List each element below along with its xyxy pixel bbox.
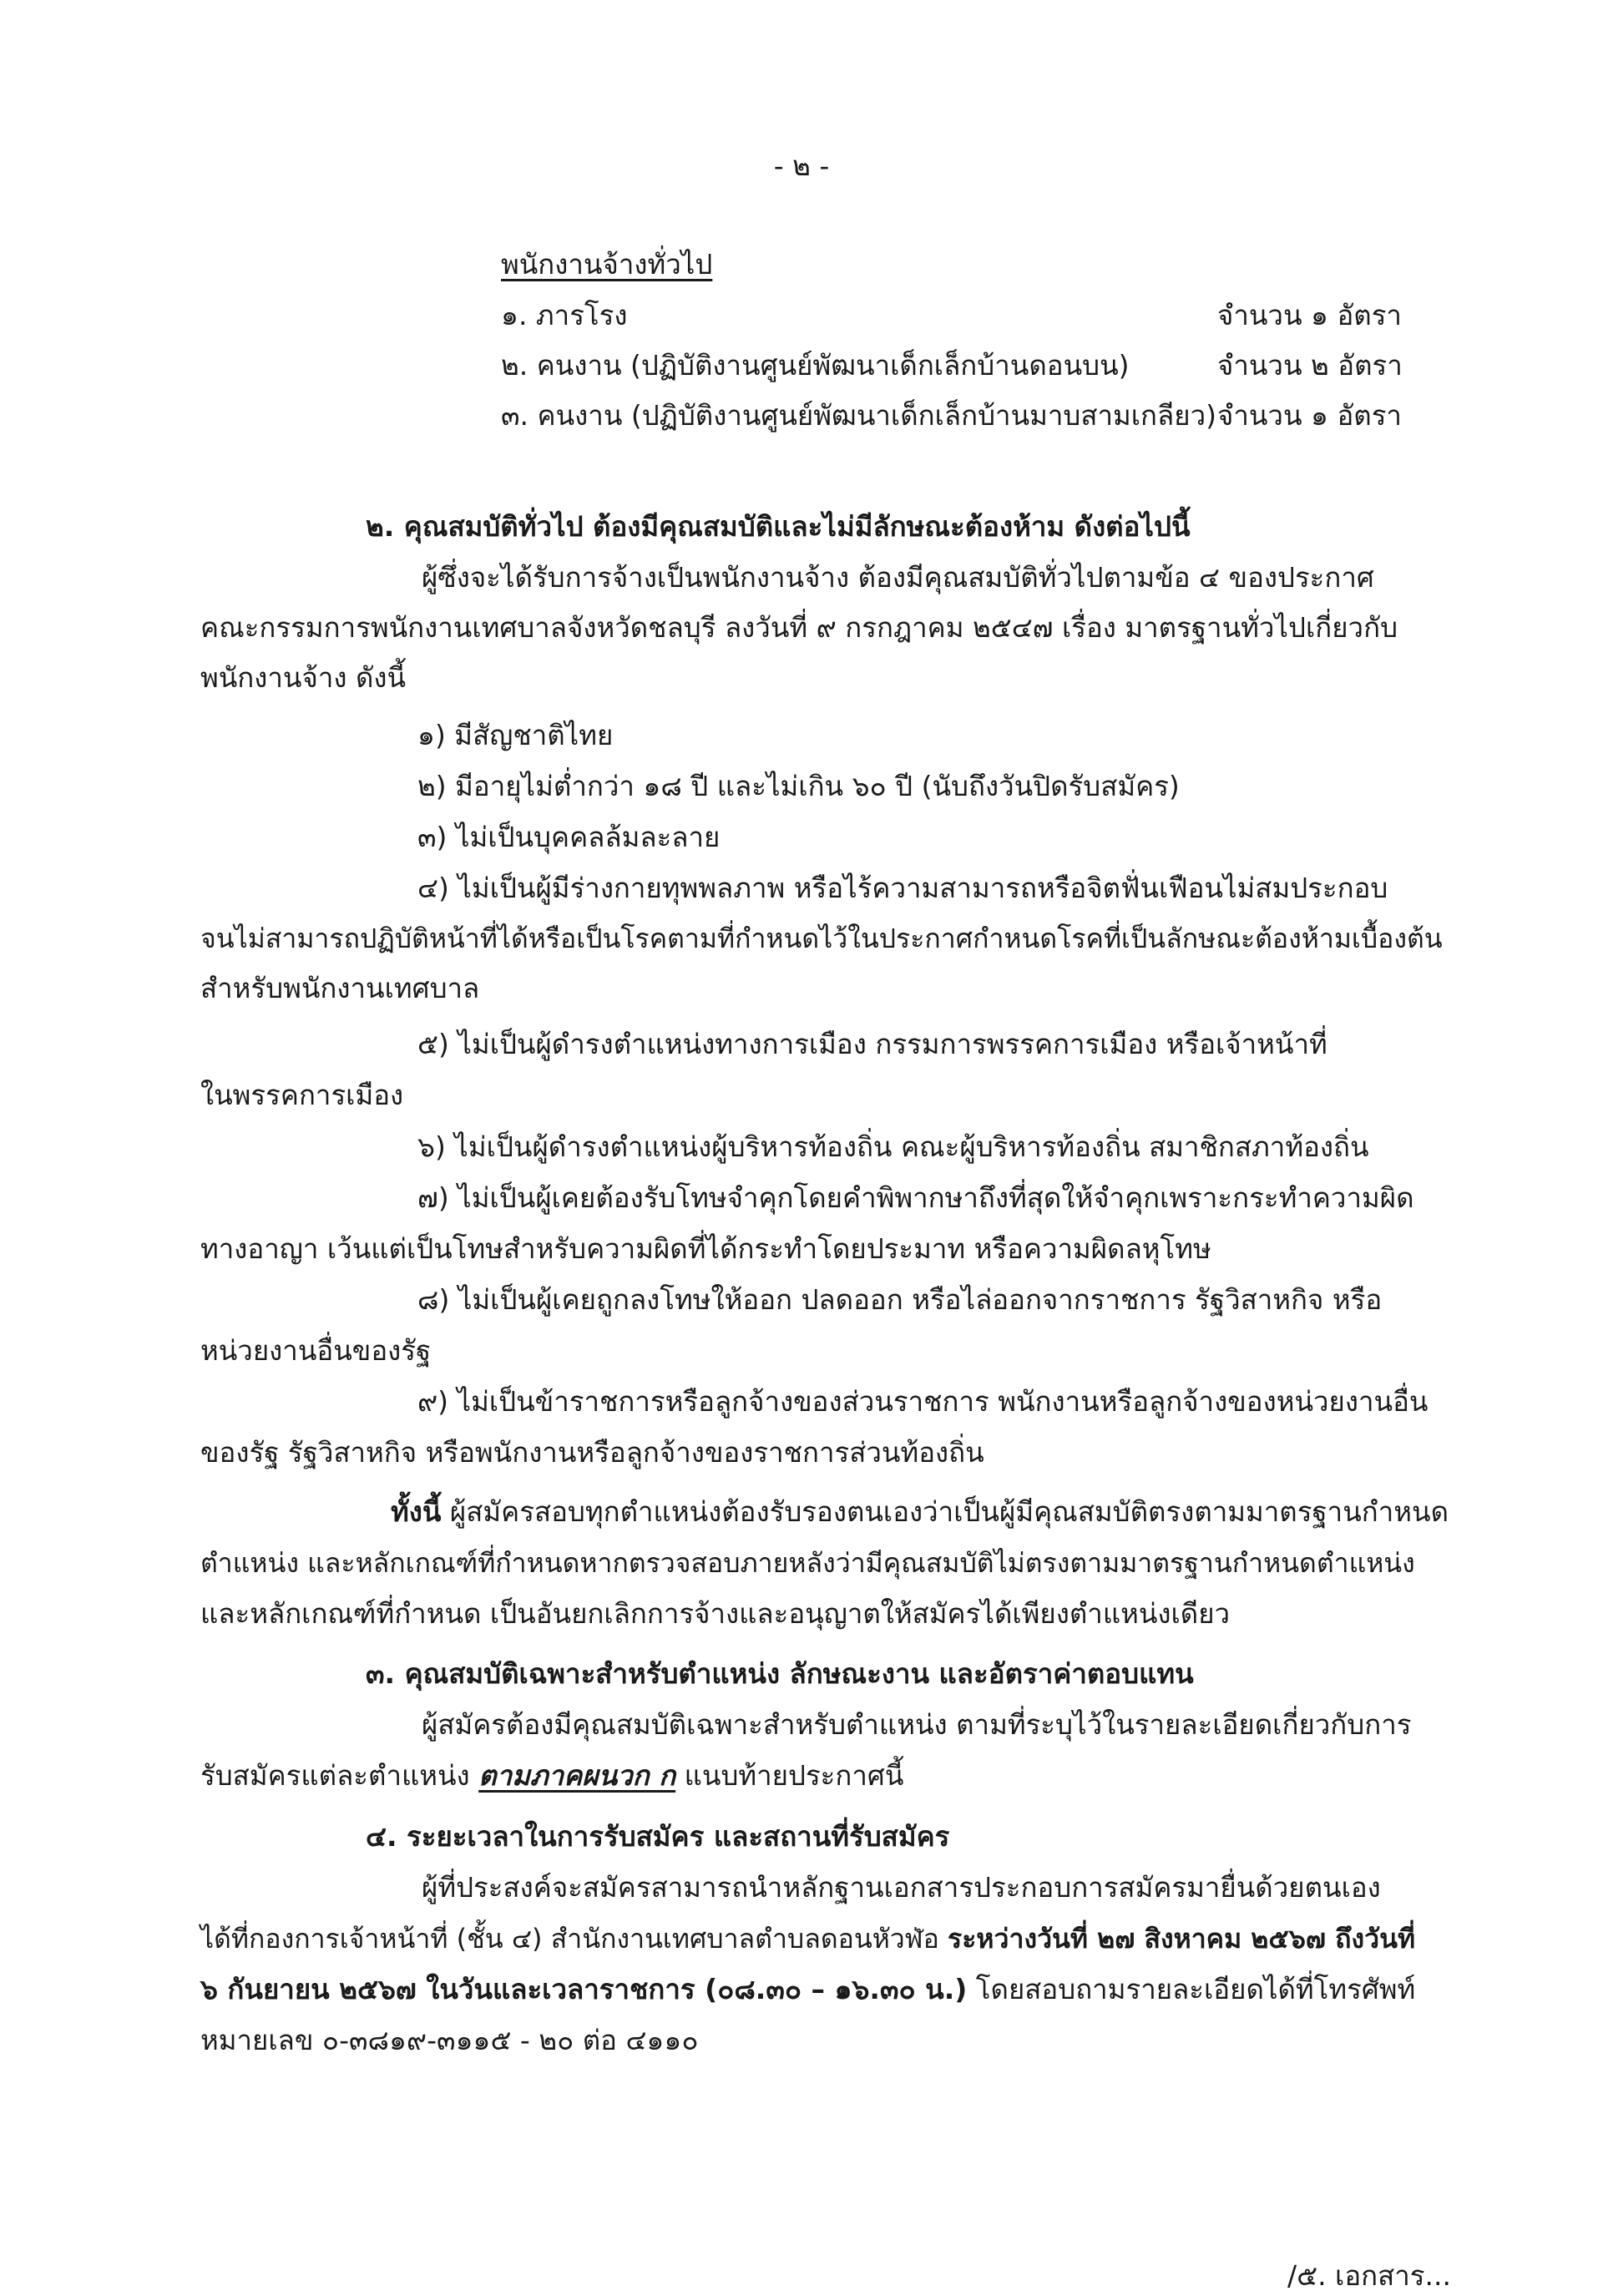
section2-heading: ๒. คุณสมบัติทั่วไป ต้องมีคุณสมบัติและไม่มีลักษณะต้องห้าม ดังต่อไปนี้: [366, 510, 1191, 543]
position-2-count: จำนวน ๒ อัตรา: [1217, 349, 1403, 382]
page-number: - ๒ -: [773, 149, 830, 182]
position-3-count: จำนวน ๑ อัตรา: [1217, 399, 1402, 432]
qualification-7-line-1: ๗) ไม่เป็นผู้เคยต้องรับโทษจำคุกโดยคำพิพากษาถึงที่สุดให้จำคุกเพราะกระทำความผิด: [417, 1181, 1414, 1214]
qualification-6: ๖) ไม่เป็นผู้ดำรงตำแหน่งผู้บริหารท้องถิ่น คณะผู้บริหารท้องถิ่น สมาชิกสภาท้องถิ่น: [417, 1130, 1369, 1163]
section4-heading: ๔. ระยะเวลาในการรับสมัคร และสถานที่รับสมัคร: [366, 1820, 950, 1853]
section4-line-3-post: โดยสอบถามรายละเอียดได้ที่โทรศัพท์: [967, 1973, 1416, 2005]
section3-line-2-post: แนบท้ายประกาศนี้: [675, 1759, 904, 1792]
qualification-5-line-1: ๕) ไม่เป็นผู้ดำรงตำแหน่งทางการเมือง กรรมการพรรคการเมือง หรือเจ้าหน้าที่: [417, 1028, 1327, 1060]
section3-line-1: ผู้สมัครต้องมีคุณสมบัติเฉพาะสำหรับตำแหน่ง ตามที่ระบุไว้ในรายละเอียดเกี่ยวกับการ: [422, 1708, 1412, 1741]
appendix-reference: ตามภาคผนวก ก: [478, 1759, 676, 1792]
section3-heading: ๓. คุณสมบัติเฉพาะสำหรับตำแหน่ง ลักษณะงาน และอัตราค่าตอบแทน: [366, 1657, 1194, 1690]
section4-line-3-bold: ๖ กันยายน ๒๕๖๗ ในวันและเวลาราชการ (๐๘.๓๐ – ๑๖.๓๐ น.): [200, 1973, 968, 2005]
qualification-4-line-2: จนไม่สามารถปฏิบัติหน้าที่ได้หรือเป็นโรคตามที่กำหนดไว้ในประกาศกำหนดโรคที่เป็นลักษณะต้องห้ามเบื้องต้น: [200, 923, 1443, 954]
qualification-8-line-2: หน่วยงานอื่นของรัฐ: [200, 1334, 432, 1367]
qualification-7-line-2: ทางอาญา เว้นแต่เป็นโทษสำหรับความผิดที่ได้กระทำโดยประมาท หรือความผิดลหุโทษ: [200, 1232, 1211, 1265]
qualification-4-line-1: ๔) ไม่เป็นผู้มีร่างกายทุพพลภาพ หรือไร้ความสามารถหรือจิตฟั่นเฟือนไม่สมประกอบ: [417, 872, 1388, 904]
note-line-2: ตำแหน่ง และหลักเกณฑ์ที่กำหนดหากตรวจสอบภายหลังว่ามีคุณสมบัติไม่ตรงตามมาตรฐานกำหนดตำแหน่ง: [200, 1547, 1415, 1579]
section4-line-2-pre: ได้ที่กองการเจ้าหน้าที่ (ชั้น ๔) สำนักงานเทศบาลตำบลดอนหัวฬ่อ: [200, 1923, 948, 1955]
qualification-1: ๑) มีสัญชาติไทย: [417, 719, 614, 751]
section3-line-2-pre: รับสมัครแต่ละตำแหน่ง: [200, 1759, 479, 1792]
note-bold: ทั้งนี้: [391, 1495, 442, 1528]
section1-heading: พนักงานจ้างทั่วไป: [501, 248, 713, 281]
section4-line-2-bold: ระหว่างวันที่ ๒๗ สิงหาคม ๒๕๖๗ ถึงวันที่: [948, 1923, 1416, 1955]
note-line-3: และหลักเกณฑ์ที่กำหนด เป็นอันยกเลิกการจ้างและอนุญาตให้สมัครได้เพียงตำแหน่งเดียว: [200, 1597, 1231, 1630]
qualification-9-line-2: ของรัฐ รัฐวิสาหกิจ หรือพนักงานหรือลูกจ้างของราชการส่วนท้องถิ่น: [200, 1436, 984, 1469]
section2-intro-line-3: พนักงานจ้าง ดังนี้: [200, 661, 407, 694]
section2-intro-line-2: คณะกรรมการพนักงานเทศบาลจังหวัดชลบุรี ลงวันที่ ๙ กรกฎาคม ๒๕๔๗ เรื่อง มาตรฐานทั่วไปเกี่ยวกับ: [200, 611, 1398, 644]
position-3-title: ๓. คนงาน (ปฏิบัติงานศูนย์พัฒนาเด็กเล็กบ้านมาบสามเกลียว): [501, 399, 1217, 432]
qualification-8-line-1: ๘) ไม่เป็นผู้เคยถูกลงโทษให้ออก ปลดออก หรือไล่ออกจากราชการ รัฐวิสาหกิจ หรือ: [417, 1283, 1383, 1316]
section4-line-3: [200, 1970, 1415, 2010]
position-1-title: ๑. ภารโรง: [501, 299, 628, 331]
qualification-4-line-3: สำหรับพนักงานเทศบาล: [200, 972, 480, 1004]
qualification-3: ๓) ไม่เป็นบุคคลล้มละลาย: [417, 821, 721, 853]
qualification-2: ๒) มีอายุไม่ต่ำกว่า ๑๘ ปี และไม่เกิน ๖๐ ปี (นับถึงวันปิดรับสมัคร): [417, 770, 1180, 802]
continuation-footer: /๕. เอกสาร...: [1287, 2259, 1451, 2292]
note-line-1: [391, 1492, 1449, 1532]
section4-line-2: [200, 1919, 1415, 1959]
position-2-title: ๒. คนงาน (ปฏิบัติงานศูนย์พัฒนาเด็กเล็กบ้านดอนบน): [501, 349, 1130, 382]
position-1-count: จำนวน ๑ อัตรา: [1217, 299, 1402, 331]
qualification-9-line-1: ๙) ไม่เป็นข้าราชการหรือลูกจ้างของส่วนราชการ พนักงานหรือลูกจ้างของหน่วยงานอื่น: [417, 1385, 1429, 1418]
section4-line-1: ผู้ที่ประสงค์จะสมัครสามารถนำหลักฐานเอกสารประกอบการสมัครมายื่นด้วยตนเอง: [422, 1871, 1381, 1904]
qualification-5-line-2: ในพรรคการเมือง: [200, 1079, 404, 1111]
section4-line-4: หมายเลข ๐-๓๘๑๙-๓๑๑๕ - ๒๐ ต่อ ๔๑๑๐: [200, 2024, 699, 2056]
note-line-1-text: ผู้สมัครสอบทุกตำแหน่งต้องรับรองตนเองว่าเป็นผู้มีคุณสมบัติตรงตามมาตรฐานกำหนด: [441, 1495, 1449, 1528]
section3-line-2: [200, 1756, 903, 1796]
section2-intro-line-1: ผู้ซึ่งจะได้รับการจ้างเป็นพนักงานจ้าง ต้องมีคุณสมบัติทั่วไปตามข้อ ๔ ของประกาศ: [422, 561, 1374, 594]
